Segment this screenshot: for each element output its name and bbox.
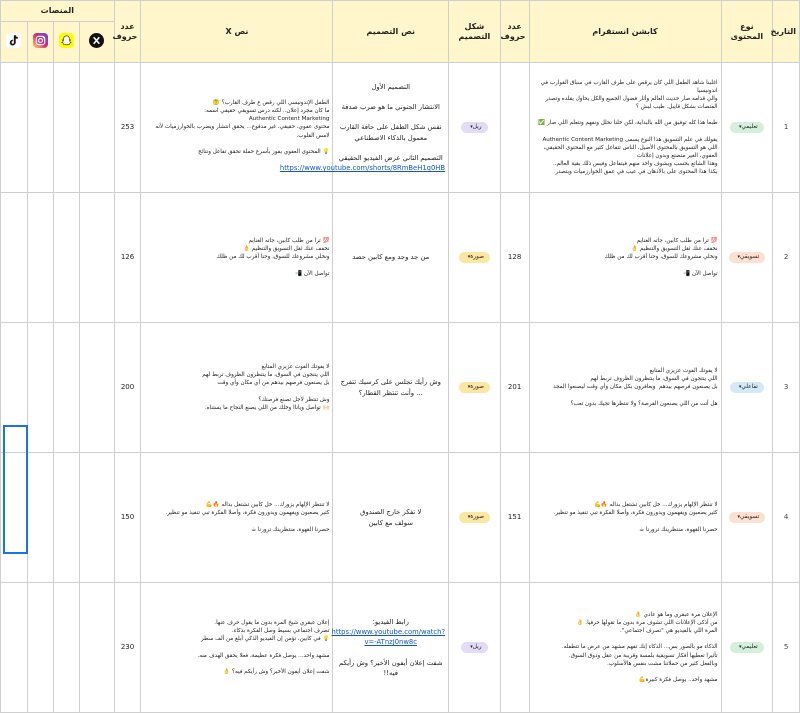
dropdown-caret-icon: ▾: [738, 384, 742, 390]
platform-instagram-check-cell[interactable]: [27, 323, 53, 453]
platform-snapchat-check-cell[interactable]: [53, 193, 79, 323]
design-text: وش رأيك تجلس على كرسيك تتفرج ... وأنت تنتظر القطار؟: [338, 378, 441, 397]
header-row: [1, 1, 800, 22]
content-type-cell[interactable]: [721, 63, 773, 193]
platform-tiktok-cell[interactable]: [1, 22, 28, 63]
platform-instagram-check-cell[interactable]: [27, 453, 53, 583]
instagram-icon: [33, 33, 48, 48]
x-chars-cell[interactable]: 200: [114, 323, 141, 453]
date-cell[interactable]: [773, 453, 800, 583]
tiktok-icon: [6, 33, 21, 48]
platform-snapchat-check-cell[interactable]: [53, 583, 79, 713]
caption-chars-cell[interactable]: 151: [500, 453, 529, 583]
platform-snapchat-check-cell[interactable]: [53, 63, 79, 193]
date-cell[interactable]: [773, 193, 800, 323]
platform-instagram-check-cell[interactable]: [27, 63, 53, 193]
header-x-chars[interactable]: عدد حروف: [114, 1, 141, 63]
content-type-chip[interactable]: تعليمي▾: [730, 122, 764, 133]
platform-x-check-cell[interactable]: [79, 193, 114, 323]
design-link[interactable]: https://www.youtube.com/watch?v=-ATnzJ0nw8c: [331, 628, 446, 647]
design-format-chip[interactable]: ريل▾: [461, 122, 487, 133]
caption-chars-cell[interactable]: [500, 583, 529, 713]
platform-x-check-cell[interactable]: [79, 323, 114, 453]
date-cell[interactable]: [773, 583, 800, 713]
platform-tiktok-check-cell[interactable]: [1, 583, 28, 713]
design-format-cell[interactable]: [449, 453, 501, 583]
platform-snapchat-check-cell[interactable]: [53, 453, 79, 583]
design-text-cell[interactable]: [333, 583, 449, 713]
content-type-chip[interactable]: تسويقي▾: [729, 252, 766, 263]
design-text-cell[interactable]: [333, 453, 449, 583]
table-row: [1, 453, 800, 583]
x-chars-cell[interactable]: 230: [114, 583, 141, 713]
content-type-chip[interactable]: تفاعلي▾: [730, 382, 764, 393]
design-format-chip[interactable]: صورة▾: [459, 512, 490, 523]
x-chars-cell[interactable]: 253: [114, 63, 141, 193]
date-cell[interactable]: [773, 63, 800, 193]
row-number: 2: [783, 253, 789, 262]
dropdown-caret-icon: ▾: [467, 254, 471, 260]
content-type-cell[interactable]: [721, 193, 773, 323]
x-text-cell[interactable]: الطفل الإندونيسي اللي رقص ع طرف القارب؟ 🤔 ما كان مجرد إعلان.. لكنه درس تسويقي حقيقي اسمه: Authentic Content Marketing محتوى عفوي، حقيقي، غير مدفوع... يحقق انتشار ويضرب بالخوارزميات لأنه لامس القلوب. 💡 المحتوى العفوي يفوز بأسرع حملة تحقق تفاعل ونتائج: [141, 63, 333, 193]
table-row: [1, 583, 800, 713]
platform-x-check-cell[interactable]: [79, 63, 114, 193]
design-format-cell[interactable]: [449, 193, 501, 323]
platform-x-check-cell[interactable]: [79, 453, 114, 583]
date-cell[interactable]: [773, 323, 800, 453]
header-content-type[interactable]: نوع المحتوى: [721, 1, 773, 63]
content-type-chip[interactable]: تسويقي▾: [729, 512, 766, 523]
content-type-chip[interactable]: تعليمي▾: [730, 642, 764, 653]
caption-cell[interactable]: لا تنتظر الإلهام يزورك... خل كابين تشتغل بداله 🔥💪 كثير يصعبون ويفهمون ويدورون فكرة، وأصلا الفكرة تبي تنفيذ مو تنظير. حصرنا القهوة، منتظرينك ترورنا ☕: [529, 453, 721, 583]
platform-snapchat-cell[interactable]: [53, 22, 79, 63]
caption-cell[interactable]: الإعلان مرة عبقري وما هو عادي 👌 من أذكى الإعلانات اللي تشوف مرة بدون ما تقولها حرفيا. 👌 المرة اللي بالفيديو هي "تصرف اجتماعي". الذكاء مو بالصور بس... الذكاء إنك تفهم مشهد من عرض ما تتطفله. تأثيرا تعطيها أفكار تسويقية بلمسة وقريبة من عقل وذوق السوق. وبالفعل كثير من حملاتنا مشت بنفس هالأسلوب. مشهد واحد.. يوصل فكرة كبيرة💪: [529, 583, 721, 713]
dropdown-caret-icon: ▾: [738, 644, 742, 650]
caption-chars-cell[interactable]: 201: [500, 323, 529, 453]
row-number: 1: [783, 123, 789, 132]
design-format-chip[interactable]: صورة▾: [459, 382, 490, 393]
x-text-cell[interactable]: لا يفوتك الفوت عزيزي المتابع اللي ينتجون في السوق، ما ينتظرون الظروف تربط لهم بل يصنعون فرصهم بيدهم من أي مكان وأي وقت وش تنتظر لأجل تصنع فرصتك؟ 🙌🏻 تواصل وياناا وخلك من اللي يصنع النجاح ما يستناه.: [141, 323, 333, 453]
platform-instagram-check-cell[interactable]: [27, 583, 53, 713]
table-row: [1, 63, 800, 193]
header-caption-chars[interactable]: عدد حروف: [500, 1, 529, 63]
dropdown-caret-icon: ▾: [738, 124, 742, 130]
design-text: التصميم الأول الانتشار الجنوني ما هو ضرب صدفة نفس شكل الطفل على حافة القارب معمول بالذكاء الاصطناعي التصميم الثاني عرض الفيديو الحقيقي: [338, 82, 443, 162]
platform-tiktok-check-cell[interactable]: [1, 193, 28, 323]
design-format-cell[interactable]: [449, 583, 501, 713]
design-text: رابط الفيديو:: [372, 618, 409, 627]
caption-chars-cell[interactable]: [500, 63, 529, 193]
row-number: 4: [783, 513, 789, 522]
platform-x-cell[interactable]: [79, 22, 114, 63]
header-date[interactable]: التاريخ: [773, 1, 800, 63]
platform-snapchat-check-cell[interactable]: [53, 323, 79, 453]
table-row: [1, 193, 800, 323]
design-text-cell[interactable]: [333, 193, 449, 323]
content-type-cell[interactable]: [721, 453, 773, 583]
dropdown-caret-icon: ▾: [470, 644, 473, 650]
dropdown-caret-icon: ▾: [467, 384, 471, 390]
x-chars-cell[interactable]: 150: [114, 453, 141, 583]
design-text-after: شفت إعلان أيفون الأخير؟ وش رأيكم فيه!!: [336, 658, 443, 677]
table-row: [1, 323, 800, 453]
platform-x-check-cell[interactable]: [79, 583, 114, 713]
header-design-format[interactable]: شكل التصميم: [449, 1, 501, 63]
header-design-text[interactable]: نص التصميم: [333, 1, 449, 63]
header-x-text[interactable]: نص X: [141, 1, 333, 63]
dropdown-caret-icon: ▾: [737, 514, 741, 520]
design-format-chip[interactable]: صورة▾: [459, 252, 490, 263]
header-caption[interactable]: كابشن انستقرام: [529, 1, 721, 63]
x-logo-icon: [89, 33, 104, 48]
row-number: 3: [783, 383, 789, 392]
platform-tiktok-check-cell[interactable]: [1, 453, 28, 583]
platform-tiktok-check-cell[interactable]: [1, 323, 28, 453]
design-format-chip[interactable]: ريل▾: [461, 642, 487, 653]
caption-chars-cell[interactable]: 128: [500, 193, 529, 323]
design-format-cell[interactable]: [449, 323, 501, 453]
dropdown-caret-icon: ▾: [470, 124, 473, 130]
design-format-cell[interactable]: [449, 63, 501, 193]
platform-tiktok-check-cell[interactable]: [1, 63, 28, 193]
x-text-cell[interactable]: 💯 ترا من طلب كابين، جاته الغنايم نخفف عنك ثقل التسويق والتنظيم 👌 ونخلي مشروعك للسوق، وحنا أقرب لك من ظلك تواصل الآن 📲: [141, 193, 333, 323]
design-text: لا تفكر خارج الصندوق سولف مع كابين: [360, 508, 422, 527]
design-text-cell[interactable]: [333, 323, 449, 453]
caption-cell[interactable]: لا يفوتك الفوت عزيزي المتابع اللي ينتجون في السوق، ما ينتظرون الظروف تربط لهم بل يصنعون فرصهم بيدهم ويعافرون بكل مكان وأي وقت ليصنعوا المجد هل أنت من اللي يصنعون الفرصة؟ ولا تنتظرها تجيك بدون تعب؟: [529, 323, 721, 453]
x-text-cell[interactable]: لا تنتظر الإلهام يزورك... خل كابين تشتغل بداله 🔥💪 كثير يصعبون ويفهمون ويدورون فكرة، وأصلا الفكرة تبي تنفيذ مو تنظير. حصرنا القهوة، منتظرينك ترورنا ☕: [141, 453, 333, 583]
content-type-cell[interactable]: [721, 583, 773, 713]
dropdown-caret-icon: ▾: [737, 254, 741, 260]
dropdown-caret-icon: ▾: [467, 514, 471, 520]
x-text-cell[interactable]: إعلان عبقري شيخ المرة بدون ما يقول حرف عنها. تصرف اجتماعي بسيط وصل الفكرة بذكاء. 💡 في كابين، نؤمن إن الفيديو الذكي أبلغ من ألف سطر مشهد واحد... يوصل فكرة عظيمة، فعلا يحقق الهدف منه. شفت إعلان أيفون الأخير؟ وش رأيكم فيه؟ 👌: [141, 583, 333, 713]
design-link[interactable]: https://www.youtube.com/shorts/8RmBeH1q0HB: [279, 164, 446, 173]
design-text: من جد وجد ومع كابين حصد: [352, 253, 430, 262]
caption-cell[interactable]: 💯 ترا من طلب كابين، جاته الغنايم نخفف عنك ثقل التسويق والتنظيم 👌 ونخلي مشروعك للسوق، وحنا أقرب لك من ظلك تواصل الآن 📲: [529, 193, 721, 323]
header-platforms[interactable]: المنصات: [1, 1, 115, 22]
x-chars-cell[interactable]: 126: [114, 193, 141, 323]
design-text-cell[interactable]: [279, 63, 449, 193]
platform-instagram-check-cell[interactable]: [27, 193, 53, 323]
caption-cell[interactable]: اغلبنا شاهد الطفل اللي كان يرقص على طرف القارب في سباق القوارب في اندونيسيا والي قدامه صار حديث العالم وأثار فضول الجميع والكل يحاول يقلده وتصدر المنصات بشكل قايبل. طيب ليش ؟ طبعا هذا كله توفيق من الله بالبداية، لكن خلنا نحلل ونفهم ونتعلم اللي صار ✅ يقولك في علم التسويق هذا النوع يسمى Authentic Content Marketing اللي هو التسويق بالمحتوى الأصيل، الناس تتفاعل كثير مع المحتوى الحقيقي، العفوي، الغير متصنع وبدون إعلانات وهذا الشائع بحسب ويشوف واحد منهم فيتفاعل وفيس ذلك بقية العالم.. بكذا هذا المحتوى على بالأذهان في عيب في عمق الخوارزميات ويتصدر: [529, 63, 721, 193]
snapchat-icon: [59, 33, 74, 48]
content-type-cell[interactable]: [721, 323, 773, 453]
row-number: 5: [783, 643, 789, 652]
platform-instagram-cell[interactable]: [27, 22, 53, 63]
